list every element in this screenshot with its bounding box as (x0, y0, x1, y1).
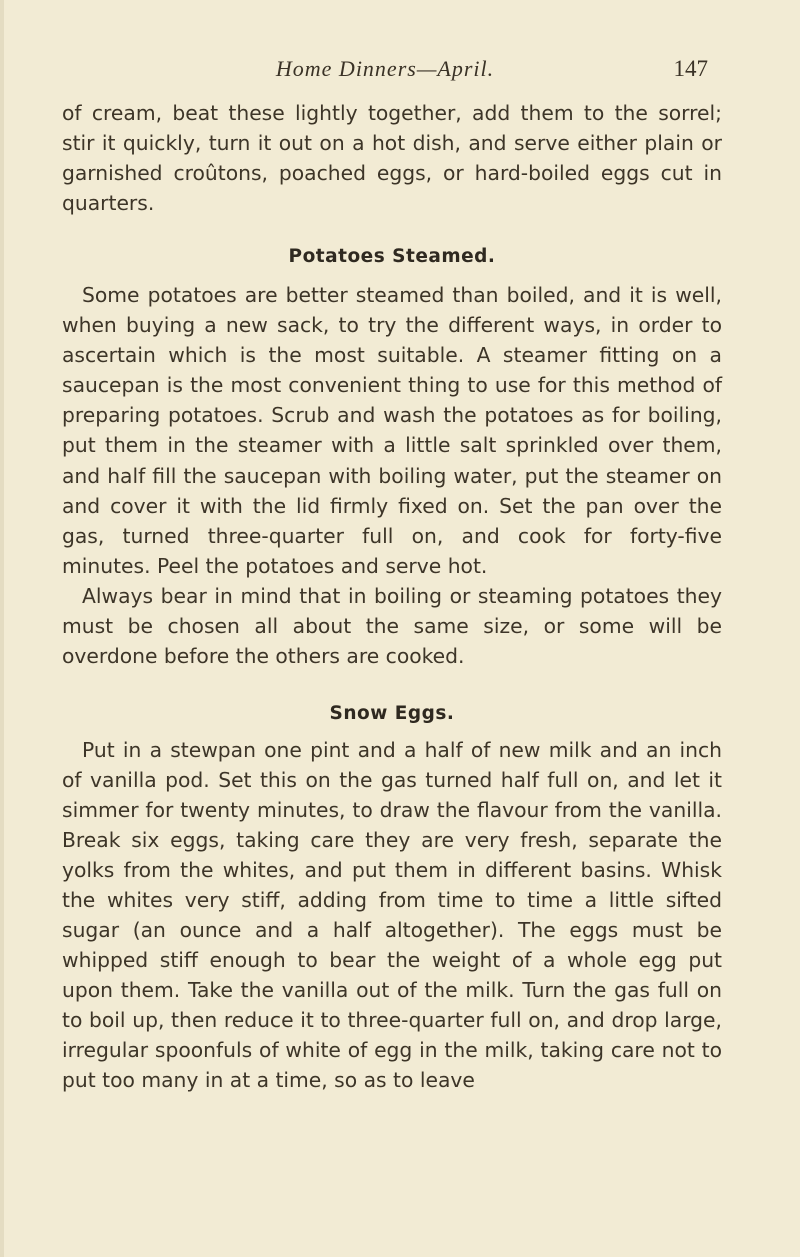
running-head (0, 56, 800, 86)
body-text (62, 98, 722, 1095)
page-number: 147 (673, 56, 708, 81)
paragraph-potatoes-note: Always bear in mind that in boiling or steaming potatoes they must be chosen all about the same size, or some will be overdone before the others are cooked. (62, 583, 722, 668)
paragraph-snow-eggs: Put in a stewpan one pint and a half of new milk and an inch of vanilla pod. Set this on the gas turned half full on, and let it simmer for twenty minutes, to draw the flavour from the vanilla. Break six eggs, taking care they are very fresh, separate the yolks from the whites, and put them in different basins. Whisk the whites very stiff, adding from time to time a little sifted sugar (an ounce and a half altogether). The eggs must be whipped stiff enough to bear the weight of a whole egg put upon them. Take the vanilla out of the milk. Turn the gas full on to boil up, then reduce it to three-quarter full on, and drop large, irregular spoonfuls of white of egg in the milk, taking care not to put too many in at a time, so as to leave (62, 737, 722, 1093)
paragraph-potatoes-method: Some potatoes are better steamed than boiled, and it is well, when buying a new sack, to try the different ways, in order to ascertain which is the most suitable. A steamer fitting on a saucepan is the most convenient thing to use for this method of preparing potatoes. Scrub and wash the potatoes as for boiling, put them in the steamer with a little salt sprinkled over them, and half fill the saucepan with boiling water, put the steamer on and cover it with the lid firmly fixed on. Set the pan over the gas, turned three-quarter full on, and cook for forty-five minutes. Peel the potatoes and serve hot. (62, 283, 722, 578)
heading-snow-eggs: Snow Eggs. (329, 702, 455, 724)
heading-potatoes-steamed: Potatoes Steamed. (288, 246, 496, 268)
page-edge (0, 0, 4, 1257)
running-title: Home Dinners—April. (275, 56, 495, 81)
paragraph-continuation: of cream, beat these lightly together, add them to the sorrel; stir it quickly, turn it out on a hot dish, and serve either plain or garnished croûtons, poached eggs, or hard-boiled eggs cut in quarters. (62, 101, 722, 216)
